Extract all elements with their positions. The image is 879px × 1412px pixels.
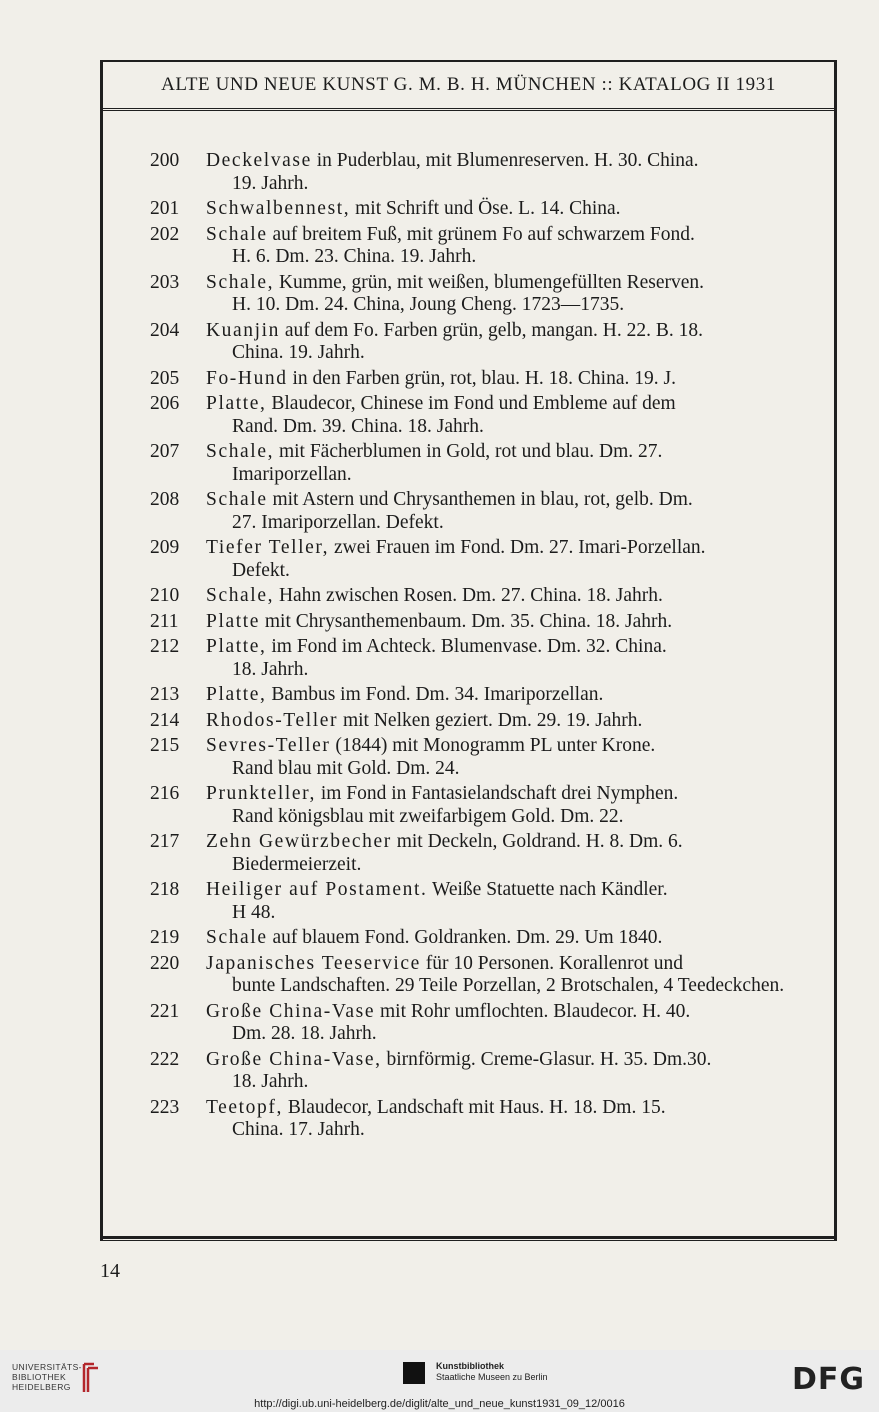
entry-text xyxy=(206,735,795,780)
dfg-logo: DFG xyxy=(791,1362,865,1397)
entry-number: 205 xyxy=(150,367,180,389)
entry-keyword: Platte, xyxy=(206,393,267,414)
entry-description: mit Rohr umflochten. Blaudecor. H. 40. xyxy=(375,1000,691,1022)
entry-keyword: Platte, xyxy=(206,684,267,705)
entry-text xyxy=(206,537,795,582)
entry-text xyxy=(206,611,795,634)
entry-number: 209 xyxy=(150,537,180,558)
entry-keyword: Schale xyxy=(206,489,268,510)
entry-continuation: Rand königsblau mit zweifarbigem Gold. Dm. 22. xyxy=(232,805,624,827)
entry-keyword: Platte xyxy=(206,610,261,632)
entry-description: in Puderblau, mit Blumenreserven. H. 30. China. xyxy=(311,150,699,171)
entry-description: Bambus im Fond. Dm. 34. Imariporzellan. xyxy=(266,684,604,705)
entry-keyword: Fo-Hund xyxy=(206,367,288,389)
catalog-entry xyxy=(150,198,795,221)
entry-number: 216 xyxy=(150,783,180,804)
entry-description: in den Farben grün, rot, blau. H. 18. China. 19. J. xyxy=(287,367,676,389)
entry-continuation: H. 6. Dm. 23. China. 19. Jahrh. xyxy=(232,246,477,267)
entry-keyword: Schale, xyxy=(206,585,275,606)
entry-number: 220 xyxy=(150,952,180,974)
entry-description: mit Chrysanthemenbaum. Dm. 35. China. 18. Jahrh. xyxy=(260,610,673,632)
entry-keyword: Japanisches Teeservice xyxy=(206,952,421,974)
entry-keyword: Schwalbennest, xyxy=(206,198,351,219)
entry-keyword: Schale, xyxy=(206,441,275,462)
entry-description: für 10 Personen. Korallenrot und xyxy=(420,952,683,974)
entry-description: auf blauem Fond. Goldranken. Dm. 29. Um 1840. xyxy=(267,927,663,948)
entry-keyword: Schale, xyxy=(206,271,275,293)
entry-number: 201 xyxy=(150,198,180,219)
entry-continuation: China. 19. Jahrh. xyxy=(232,342,365,363)
entry-number: 214 xyxy=(150,709,180,731)
kunstbibliothek-label: Kunstbibliothek Staatliche Museen zu Berlin xyxy=(436,1361,548,1382)
entry-continuation: 18. Jahrh. xyxy=(232,1071,309,1092)
entry-description: auf dem Fo. Farben grün, gelb, mangan. H. 22. B. 18. xyxy=(280,319,704,341)
entry-description: mit Deckeln, Goldrand. H. 8. Dm. 6. xyxy=(391,831,683,852)
footer-bar xyxy=(0,1350,879,1412)
catalog-entry xyxy=(150,393,795,438)
entry-keyword: Rhodos-Teller xyxy=(206,709,339,731)
source-url[interactable]: http://digi.ub.uni-heidelberg.de/diglit/alte_und_neue_kunst1931_09_12/0016 xyxy=(254,1398,625,1410)
entry-number: 218 xyxy=(150,879,180,900)
university-library-label: UNIVERSITÄTS- BIBLIOTHEK HEIDELBERG xyxy=(12,1362,82,1392)
entry-description: im Fond in Fantasielandschaft drei Nymphen. xyxy=(315,783,679,804)
entry-continuation: H 48. xyxy=(232,901,276,923)
entry-keyword: Teetopf, xyxy=(206,1096,283,1118)
entry-continuation: Rand blau mit Gold. Dm. 24. xyxy=(232,757,460,779)
entry-number: 206 xyxy=(150,393,180,414)
entry-number: 208 xyxy=(150,489,180,510)
entry-description: mit Nelken geziert. Dm. 29. 19. Jahrh. xyxy=(338,709,643,731)
entry-number: 207 xyxy=(150,441,180,462)
entry-text xyxy=(206,710,795,733)
bottom-rule xyxy=(100,1236,837,1241)
entry-continuation: Defekt. xyxy=(232,559,290,581)
entry-description: Weiße Statuette nach Kändler. xyxy=(427,879,668,900)
catalog-entry xyxy=(150,1049,795,1094)
catalog-entry xyxy=(150,611,795,634)
catalog-entry xyxy=(150,272,795,317)
running-header: ALTE UND NEUE KUNST G. M. B. H. MÜNCHEN :: KATALOG II 1931 xyxy=(103,62,834,111)
entry-description: mit Astern und Chrysanthemen in blau, rot, gelb. Dm. xyxy=(267,489,693,510)
entry-text xyxy=(206,441,795,486)
entry-keyword: Große China-Vase xyxy=(206,1000,376,1022)
catalog-entry xyxy=(150,585,795,608)
catalog-entry xyxy=(150,150,795,195)
entry-description: (1844) mit Monogramm PL unter Krone. xyxy=(330,735,656,756)
entry-text xyxy=(206,1001,795,1046)
entry-keyword: Tiefer Teller, xyxy=(206,537,330,558)
catalog-entry xyxy=(150,710,795,733)
entry-number: 213 xyxy=(150,684,180,705)
entry-continuation: Rand. Dm. 39. China. 18. Jahrh. xyxy=(232,415,484,437)
entry-keyword: Große China-Vase, xyxy=(206,1048,382,1070)
entry-keyword: Kuanjin xyxy=(206,319,281,341)
entry-description: Hahn zwischen Rosen. Dm. 27. China. 18. Jahrh. xyxy=(274,585,663,606)
entry-text xyxy=(206,489,795,534)
entry-description: Kumme, grün, mit weißen, blumengefüllten Reserven. xyxy=(274,271,705,293)
catalog-entry xyxy=(150,224,795,269)
entry-description: auf breitem Fuß, mit grünem Fo auf schwarzem Fond. xyxy=(267,223,695,245)
entry-keyword: Zehn Gewürzbecher xyxy=(206,831,392,852)
entry-text xyxy=(206,1049,795,1094)
entry-text xyxy=(206,783,795,828)
entry-text xyxy=(206,831,795,876)
catalog-entries xyxy=(150,150,795,1145)
catalog-entry xyxy=(150,1001,795,1046)
entry-text xyxy=(206,585,795,608)
catalog-entry xyxy=(150,735,795,780)
catalog-entry xyxy=(150,636,795,681)
entry-continuation: bunte Landschaften. 29 Teile Porzellan, 2 Brotschalen, 4 Teedeckchen. xyxy=(232,975,785,996)
entry-text xyxy=(206,636,795,681)
entry-text xyxy=(206,393,795,438)
catalog-entry xyxy=(150,831,795,876)
entry-number: 217 xyxy=(150,831,180,852)
entry-keyword: Schale xyxy=(206,927,268,948)
entry-number: 219 xyxy=(150,927,180,948)
entry-keyword: Platte, xyxy=(206,636,267,657)
entry-text xyxy=(206,927,795,950)
entry-keyword: Prunkteller, xyxy=(206,783,316,804)
catalog-entry xyxy=(150,953,795,998)
entry-description: im Fond im Achteck. Blumenvase. Dm. 32. China. xyxy=(266,636,667,657)
entry-text xyxy=(206,879,795,924)
entry-continuation: 18. Jahrh. xyxy=(232,658,309,680)
entry-number: 211 xyxy=(150,610,179,632)
entry-continuation: 27. Imariporzellan. Defekt. xyxy=(232,511,444,533)
entry-number: 200 xyxy=(150,150,180,171)
entry-number: 223 xyxy=(150,1096,180,1118)
entry-continuation: Biedermeierzeit. xyxy=(232,853,362,875)
entry-number: 203 xyxy=(150,271,180,293)
catalog-entry xyxy=(150,927,795,950)
entry-number: 212 xyxy=(150,636,180,657)
catalog-entry xyxy=(150,684,795,707)
catalog-entry xyxy=(150,489,795,534)
entry-number: 202 xyxy=(150,223,180,245)
catalog-entry xyxy=(150,368,795,391)
entry-description: mit Schrift und Öse. L. 14. China. xyxy=(350,198,621,219)
catalog-entry xyxy=(150,320,795,365)
catalog-entry xyxy=(150,441,795,486)
entry-number: 221 xyxy=(150,1000,180,1022)
entry-text xyxy=(206,684,795,707)
kunstbibliothek-logo-icon xyxy=(403,1362,425,1384)
entry-text xyxy=(206,320,795,365)
catalog-entry xyxy=(150,783,795,828)
entry-keyword: Schale xyxy=(206,223,268,245)
entry-number: 204 xyxy=(150,319,180,341)
entry-description: mit Fächerblumen in Gold, rot und blau. Dm. 27. xyxy=(274,441,663,462)
entry-text xyxy=(206,224,795,269)
entry-continuation: H. 10. Dm. 24. China, Joung Cheng. 1723—1735. xyxy=(232,294,625,315)
entry-description: Blaudecor, Landschaft mit Haus. H. 18. Dm. 15. xyxy=(282,1096,666,1118)
entry-continuation: 19. Jahrh. xyxy=(232,172,309,194)
entry-description: zwei Frauen im Fond. Dm. 27. Imari-Porzellan. xyxy=(329,537,706,558)
entry-text xyxy=(206,953,795,998)
entry-continuation: Dm. 28. 18. Jahrh. xyxy=(232,1023,377,1044)
entry-text xyxy=(206,150,795,195)
entry-continuation: China. 17. Jahrh. xyxy=(232,1119,365,1140)
entry-number: 210 xyxy=(150,585,180,606)
catalog-entry xyxy=(150,537,795,582)
entry-keyword: Sevres-Teller xyxy=(206,735,331,756)
entry-text xyxy=(206,198,795,221)
catalog-entry xyxy=(150,1097,795,1142)
entry-text xyxy=(206,272,795,317)
entry-keyword: Deckelvase xyxy=(206,150,312,171)
entry-text xyxy=(206,368,795,391)
entry-keyword: Heiliger auf Postament. xyxy=(206,879,428,900)
entry-number: 222 xyxy=(150,1048,180,1070)
entry-text xyxy=(206,1097,795,1142)
entry-continuation: Imariporzellan. xyxy=(232,463,352,485)
page-number: 14 xyxy=(100,1260,120,1282)
entry-number: 215 xyxy=(150,735,180,756)
catalog-entry xyxy=(150,879,795,924)
university-logo-icon xyxy=(80,1360,102,1396)
entry-description: birnförmig. Creme-Glasur. H. 35. Dm.30. xyxy=(381,1048,712,1070)
entry-description: Blaudecor, Chinese im Fond und Embleme auf dem xyxy=(266,393,676,414)
